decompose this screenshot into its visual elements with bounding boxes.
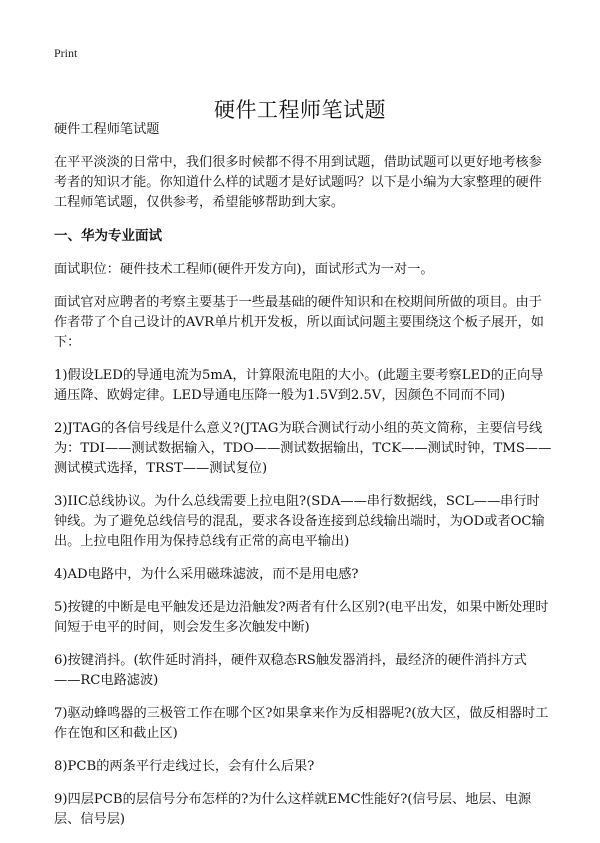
question-item: 6)按键消抖。(软件延时消抖，硬件双稳态RS触发器消抖，最经济的硬件消抖方式——RC电路滤波) — [54, 653, 527, 688]
section-heading: 一、华为专业面试 — [54, 228, 162, 244]
position-paragraph: 面试职位：硬件技术工程师(硬件开发方向)，面试形式为一对一。 — [54, 262, 434, 277]
page-title: 硬件工程师笔试题 — [214, 98, 386, 123]
question-item: 3)IIC总线协议。为什么总线需要上拉电阻?(SDA——串行数据线，SCL——串行时钟线。为了避免总线信号的混乱，要求各设备连接到总线输出端时，为OD或者OC输出。上拉电阻作用为保持总线有正常的高电平输出) — [54, 494, 545, 549]
question-item: 4)AD电路中，为什么采用磁珠滤波，而不是用电感? — [54, 567, 359, 582]
question-item: 5)按键的中断是电平触发还是边沿触发?两者有什么区别?(电平出发，如果中断处理时间短于电平的时间，则会发生多次触发中断) — [54, 600, 549, 635]
question-item: 7)驱动蜂鸣器的三极管工作在哪个区?如果拿来作为反相器呢?(放大区，做反相器时工作在饱和区和截止区) — [54, 706, 549, 741]
question-item: 9)四层PCB的层信号分布怎样的?为什么这样就EMC性能好?(信号层、地层、电源层、信号层) — [54, 792, 532, 827]
document-body — [54, 120, 552, 843]
print-label: Print — [54, 46, 78, 60]
context-paragraph: 面试官对应聘者的考察主要基于一些最基础的硬件知识和在校期间所做的项目。由于作者带了个自己设计的AVR单片机开发板，所以面试问题主要围绕这个板子展开，如下： — [54, 295, 544, 350]
intro-paragraph: 在平平淡淡的日常中，我们很多时候都不得不用到试题，借助试题可以更好地考核参考者的知识才能。你知道什么样的试题才是好试题吗？以下是小编为大家整理的硬件工程师笔试题，仅供参考，希望能够帮助到大家。 — [54, 155, 542, 210]
question-item: 8)PCB的两条平行走线过长，会有什么后果? — [54, 759, 315, 774]
document-subtitle: 硬件工程师笔试题 — [54, 122, 160, 137]
question-item: 1)假设LED的导通电流为5mA，计算限流电阻的大小。(此题主要考察LED的正向导通压降、欧姆定律。LED导通电压降一般为1.5V到2.5V，因颜色不同而不同) — [54, 368, 544, 403]
question-item: 2)JTAG的各信号线是什么意义?(JTAG为联合测试行动小组的英文简称，主要信号线为：TDI——测试数据输入，TDO——测试数据输出，TCK——测试时钟，TMS——测试模式选择，TRST——测试复位) — [54, 421, 552, 476]
